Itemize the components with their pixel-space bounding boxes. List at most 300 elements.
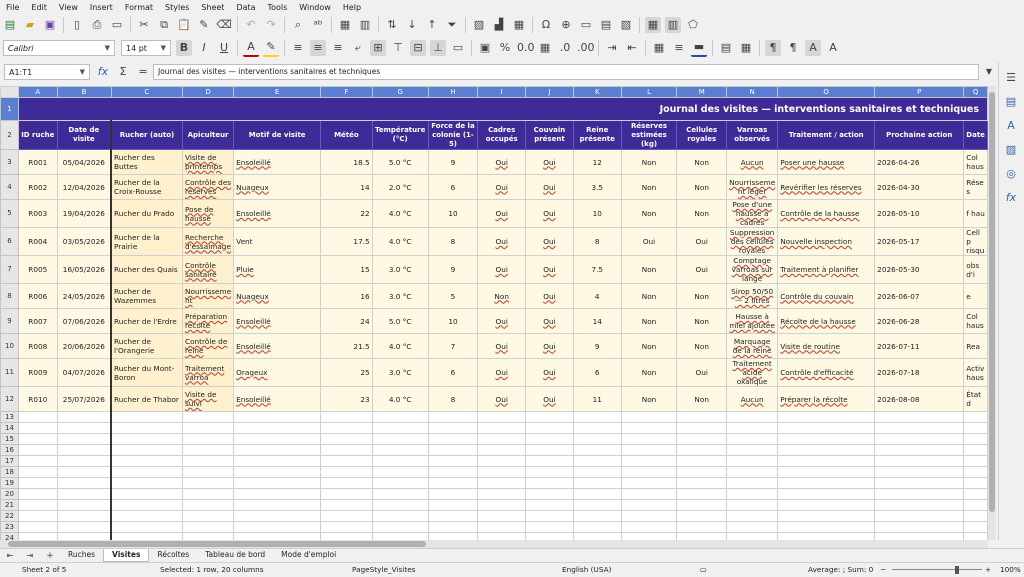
empty-cell[interactable] <box>677 434 727 445</box>
empty-cell[interactable] <box>875 434 964 445</box>
align-bottom-icon[interactable]: ⊥ <box>430 40 446 56</box>
empty-cell[interactable] <box>478 467 526 478</box>
empty-cell[interactable] <box>478 511 526 522</box>
empty-cell[interactable] <box>573 511 621 522</box>
menu-icon[interactable]: ☰ <box>1006 71 1016 84</box>
date-format-icon[interactable]: ▦ <box>539 41 551 54</box>
empty-cell[interactable] <box>234 478 321 489</box>
sheet-tab-4[interactable]: Tableau de bord <box>205 550 266 559</box>
empty-cell[interactable] <box>727 434 778 445</box>
empty-cell[interactable] <box>321 478 373 489</box>
empty-cell[interactable] <box>526 489 574 500</box>
empty-cell[interactable] <box>111 434 182 445</box>
table-cell[interactable] <box>183 200 234 228</box>
table-cell[interactable]: 14 <box>321 175 373 200</box>
empty-cell[interactable] <box>234 511 321 522</box>
column-label-cell[interactable]: Météo <box>321 121 373 150</box>
empty-cell[interactable] <box>183 489 234 500</box>
column-header-n[interactable]: N <box>727 87 778 98</box>
empty-cell[interactable] <box>183 423 234 434</box>
empty-cell[interactable] <box>372 533 428 541</box>
empty-cell[interactable] <box>428 412 478 423</box>
column-header-d[interactable]: D <box>183 87 234 98</box>
empty-cell[interactable] <box>778 500 875 511</box>
empty-cell[interactable] <box>964 478 988 489</box>
print-preview-icon[interactable]: ▭ <box>111 18 123 31</box>
table-cell[interactable]: Oui <box>621 228 677 256</box>
show-draw-functions-icon[interactable]: ⬠ <box>688 18 698 31</box>
table-cell[interactable]: Col haus <box>964 150 988 175</box>
table-cell[interactable]: Rucher du Prado <box>111 200 182 228</box>
empty-cell[interactable] <box>778 423 875 434</box>
table-cell[interactable] <box>778 387 875 412</box>
sheet-tab-2[interactable]: Visites <box>103 549 149 562</box>
empty-cell[interactable] <box>111 533 182 541</box>
empty-cell[interactable] <box>778 511 875 522</box>
menu-item-file[interactable]: File <box>6 2 20 12</box>
formula-icon[interactable]: = <box>138 65 148 78</box>
table-cell[interactable] <box>727 175 778 200</box>
empty-cell[interactable] <box>183 478 234 489</box>
table-cell[interactable] <box>234 284 321 309</box>
row-header[interactable]: 14 <box>1 423 19 434</box>
empty-cell[interactable] <box>111 423 182 434</box>
empty-cell[interactable] <box>183 533 234 541</box>
empty-cell[interactable] <box>677 533 727 541</box>
table-cell[interactable] <box>478 309 526 334</box>
table-cell[interactable]: R005 <box>18 256 57 284</box>
table-cell[interactable]: Rucher de la Croix-Rousse <box>111 175 182 200</box>
row-header[interactable]: 11 <box>1 359 19 387</box>
table-cell[interactable]: Non <box>677 150 727 175</box>
table-cell[interactable]: 9 <box>428 150 478 175</box>
empty-cell[interactable] <box>183 467 234 478</box>
empty-cell[interactable] <box>573 478 621 489</box>
empty-cell[interactable] <box>573 489 621 500</box>
empty-cell[interactable] <box>111 412 182 423</box>
table-cell[interactable]: 4.0 °C <box>372 228 428 256</box>
table-cell[interactable]: 6 <box>573 359 621 387</box>
empty-cell[interactable] <box>778 489 875 500</box>
empty-cell[interactable] <box>526 522 574 533</box>
empty-cell[interactable] <box>18 478 57 489</box>
table-cell[interactable]: 3.0 °C <box>372 284 428 309</box>
table-cell[interactable]: 17.5 <box>321 228 373 256</box>
table-cell[interactable]: 9 <box>573 334 621 359</box>
empty-cell[interactable] <box>57 511 111 522</box>
table-cell[interactable]: Non <box>677 284 727 309</box>
cut-icon[interactable]: ✂ <box>139 18 149 31</box>
sort-icon[interactable]: ⇅ <box>387 18 397 31</box>
empty-cell[interactable] <box>573 533 621 541</box>
find-replace-icon[interactable]: ⌕ <box>294 18 302 31</box>
column-header-g[interactable]: G <box>372 87 428 98</box>
menu-item-edit[interactable]: Edit <box>31 2 47 12</box>
empty-cell[interactable] <box>964 434 988 445</box>
table-cell[interactable]: Non <box>621 150 677 175</box>
empty-cell[interactable] <box>875 522 964 533</box>
formula-input[interactable]: Journal des visites — interventions sanitaires et techniques <box>153 64 979 80</box>
table-cell[interactable]: 18.5 <box>321 150 373 175</box>
language[interactable]: English (USA) <box>562 565 612 574</box>
horizontal-scrollbar-thumb[interactable] <box>8 541 426 547</box>
column-header-m[interactable]: M <box>677 87 727 98</box>
column-label-cell[interactable]: Prochaine action <box>875 121 964 150</box>
table-cell[interactable] <box>478 284 526 309</box>
empty-cell[interactable] <box>428 467 478 478</box>
empty-cell[interactable] <box>727 467 778 478</box>
gallery-icon[interactable]: ▨ <box>1005 143 1017 156</box>
table-cell[interactable]: 2.0 °C <box>372 175 428 200</box>
table-cell[interactable] <box>526 256 574 284</box>
table-cell[interactable] <box>183 284 234 309</box>
font-name-combo[interactable] <box>3 40 115 56</box>
table-cell[interactable] <box>778 200 875 228</box>
align-center-icon[interactable]: ≡ <box>310 40 326 56</box>
menu-item-sheet[interactable]: Sheet <box>201 2 225 12</box>
table-cell[interactable]: Oui <box>677 359 727 387</box>
empty-cell[interactable] <box>778 445 875 456</box>
sheet-tab-3[interactable]: Récoltes <box>157 550 190 559</box>
empty-cell[interactable] <box>964 511 988 522</box>
zoom-out-icon[interactable]: − <box>880 565 887 574</box>
menu-item-styles[interactable]: Styles <box>165 2 190 12</box>
table-cell[interactable] <box>478 334 526 359</box>
empty-cell[interactable] <box>727 456 778 467</box>
sum-icon[interactable]: Σ <box>119 65 127 78</box>
table-cell[interactable] <box>478 387 526 412</box>
empty-cell[interactable] <box>234 500 321 511</box>
empty-cell[interactable] <box>778 434 875 445</box>
empty-cell[interactable] <box>57 456 111 467</box>
table-cell[interactable]: Rea <box>964 334 988 359</box>
table-cell[interactable]: 05/04/2026 <box>57 150 111 175</box>
table-cell[interactable] <box>183 359 234 387</box>
open-folder-icon[interactable]: ▰ <box>25 18 35 31</box>
table-cell[interactable] <box>526 284 574 309</box>
empty-cell[interactable] <box>372 445 428 456</box>
border-color-icon[interactable]: ▬ <box>691 39 707 57</box>
empty-cell[interactable] <box>573 445 621 456</box>
row-header[interactable]: 9 <box>1 309 19 334</box>
table-cell[interactable] <box>234 334 321 359</box>
table-cell[interactable]: 2026-06-28 <box>875 309 964 334</box>
empty-cell[interactable] <box>57 412 111 423</box>
column-header-p[interactable]: P <box>875 87 964 98</box>
empty-cell[interactable] <box>234 489 321 500</box>
empty-cell[interactable] <box>321 533 373 541</box>
empty-cell[interactable] <box>875 423 964 434</box>
empty-cell[interactable] <box>183 412 234 423</box>
table-cell[interactable]: Non <box>621 334 677 359</box>
empty-cell[interactable] <box>321 489 373 500</box>
empty-cell[interactable] <box>478 522 526 533</box>
empty-cell[interactable] <box>234 522 321 533</box>
empty-cell[interactable] <box>234 423 321 434</box>
empty-cell[interactable] <box>621 533 677 541</box>
column-header-o[interactable]: O <box>778 87 875 98</box>
align-left-icon[interactable]: ≡ <box>293 41 303 54</box>
table-cell[interactable]: 6 <box>428 359 478 387</box>
column-header-h[interactable]: H <box>428 87 478 98</box>
empty-cell[interactable] <box>727 412 778 423</box>
increase-indent-icon[interactable]: ⇥ <box>607 41 617 54</box>
table-cell[interactable]: Non <box>621 256 677 284</box>
empty-cell[interactable] <box>727 489 778 500</box>
sort-ascending-icon[interactable]: ↓ <box>407 18 417 31</box>
zoom-in-icon[interactable]: + <box>985 565 992 574</box>
pivot-table-icon[interactable]: ▦ <box>513 18 525 31</box>
empty-cell[interactable] <box>478 434 526 445</box>
table-cell[interactable]: Oui <box>677 256 727 284</box>
table-cell[interactable] <box>234 309 321 334</box>
empty-cell[interactable] <box>478 489 526 500</box>
empty-cell[interactable] <box>964 412 988 423</box>
empty-cell[interactable] <box>677 489 727 500</box>
table-cell[interactable] <box>478 200 526 228</box>
align-top-icon[interactable]: ⊤ <box>393 41 403 54</box>
table-cell[interactable] <box>478 175 526 200</box>
empty-cell[interactable] <box>727 522 778 533</box>
table-cell[interactable] <box>526 309 574 334</box>
table-cell[interactable]: 2026-04-30 <box>875 175 964 200</box>
empty-cell[interactable] <box>321 445 373 456</box>
empty-cell[interactable] <box>964 445 988 456</box>
empty-cell[interactable] <box>875 533 964 541</box>
empty-cell[interactable] <box>111 445 182 456</box>
menu-item-tools[interactable]: Tools <box>267 2 288 12</box>
table-cell[interactable]: 8 <box>428 228 478 256</box>
highlight-color-icon[interactable]: ✎ <box>263 39 279 57</box>
empty-cell[interactable] <box>778 412 875 423</box>
table-cell[interactable]: Non <box>677 200 727 228</box>
empty-cell[interactable] <box>57 434 111 445</box>
empty-cell[interactable] <box>321 511 373 522</box>
empty-cell[interactable] <box>573 423 621 434</box>
empty-cell[interactable] <box>321 412 373 423</box>
empty-cell[interactable] <box>778 478 875 489</box>
empty-cell[interactable] <box>18 533 57 541</box>
table-cell[interactable] <box>778 228 875 256</box>
row-header[interactable]: 10 <box>1 334 19 359</box>
column-label-cell[interactable]: Température (°C) <box>372 121 428 150</box>
table-cell[interactable]: Rucher de Thabor <box>111 387 182 412</box>
row-header[interactable]: 18 <box>1 467 19 478</box>
table-cell[interactable]: 9 <box>428 256 478 284</box>
table-cell[interactable]: 12/04/2026 <box>57 175 111 200</box>
table-cell[interactable] <box>778 309 875 334</box>
table-cell[interactable]: 10 <box>428 200 478 228</box>
table-cell[interactable]: Non <box>677 334 727 359</box>
empty-cell[interactable] <box>428 423 478 434</box>
empty-cell[interactable] <box>526 533 574 541</box>
row-icon[interactable]: ▦ <box>339 18 351 31</box>
empty-cell[interactable] <box>727 478 778 489</box>
table-cell[interactable]: Non <box>677 309 727 334</box>
column-label-cell[interactable]: Cadres occupés <box>478 121 526 150</box>
table-cell[interactable]: 21.5 <box>321 334 373 359</box>
column-label-cell[interactable]: Cellules royales <box>677 121 727 150</box>
export-pdf-icon[interactable]: ▯ <box>73 18 81 31</box>
row-header[interactable]: 8 <box>1 284 19 309</box>
empty-cell[interactable] <box>621 522 677 533</box>
empty-cell[interactable] <box>677 511 727 522</box>
table-cell[interactable]: 2026-08-08 <box>875 387 964 412</box>
table-cell[interactable]: Col haus <box>964 309 988 334</box>
column-header-a[interactable]: A <box>18 87 57 98</box>
zoom-slider[interactable] <box>892 569 982 570</box>
italic-icon[interactable]: I <box>202 41 206 54</box>
empty-cell[interactable] <box>964 423 988 434</box>
empty-cell[interactable] <box>18 522 57 533</box>
empty-cell[interactable] <box>478 533 526 541</box>
empty-cell[interactable] <box>621 500 677 511</box>
table-cell[interactable]: 2026-04-26 <box>875 150 964 175</box>
table-cell[interactable]: Rucher des Buttes <box>111 150 182 175</box>
name-box[interactable] <box>4 64 90 80</box>
table-cell[interactable]: 3.5 <box>573 175 621 200</box>
table-cell[interactable] <box>234 387 321 412</box>
empty-cell[interactable] <box>18 434 57 445</box>
table-cell[interactable]: R002 <box>18 175 57 200</box>
empty-cell[interactable] <box>57 489 111 500</box>
table-cell[interactable]: 14 <box>573 309 621 334</box>
column-label-cell[interactable]: Force de la colonie (1-5) <box>428 121 478 150</box>
empty-cell[interactable] <box>526 511 574 522</box>
table-cell[interactable]: 2026-06-07 <box>875 284 964 309</box>
column-header-i[interactable]: I <box>478 87 526 98</box>
table-cell[interactable]: 04/07/2026 <box>57 359 111 387</box>
freeze-rows-columns-icon[interactable]: ▦ <box>645 17 661 33</box>
percent-format-icon[interactable]: % <box>499 41 511 54</box>
column-header-l[interactable]: L <box>621 87 677 98</box>
menu-item-help[interactable]: Help <box>342 2 362 12</box>
empty-cell[interactable] <box>677 478 727 489</box>
remove-decimal-icon[interactable]: .00 <box>577 41 595 54</box>
empty-cell[interactable] <box>677 412 727 423</box>
table-cell[interactable]: 2026-05-10 <box>875 200 964 228</box>
table-cell[interactable] <box>478 359 526 387</box>
table-cell[interactable] <box>478 150 526 175</box>
empty-cell[interactable] <box>18 511 57 522</box>
empty-cell[interactable] <box>57 467 111 478</box>
menu-item-view[interactable]: View <box>58 2 78 12</box>
empty-cell[interactable] <box>18 445 57 456</box>
table-cell[interactable]: 4 <box>573 284 621 309</box>
spreadsheet-grid[interactable] <box>0 86 988 540</box>
border-line-style-icon[interactable]: ≡ <box>674 41 684 54</box>
empty-cell[interactable] <box>57 533 111 541</box>
row-header[interactable]: 16 <box>1 445 19 456</box>
table-cell[interactable]: R009 <box>18 359 57 387</box>
table-cell[interactable]: 07/06/2026 <box>57 309 111 334</box>
currency-format-icon[interactable]: ▣ <box>479 41 491 54</box>
table-cell[interactable]: Cell p risqu <box>964 228 988 256</box>
empty-cell[interactable] <box>526 478 574 489</box>
table-cell[interactable]: 7 <box>428 334 478 359</box>
empty-cell[interactable] <box>321 423 373 434</box>
empty-cell[interactable] <box>428 434 478 445</box>
empty-cell[interactable] <box>621 434 677 445</box>
clear-format-icon[interactable]: ⌫ <box>216 18 232 31</box>
empty-cell[interactable] <box>677 500 727 511</box>
table-cell[interactable]: R006 <box>18 284 57 309</box>
row-header[interactable]: 19 <box>1 478 19 489</box>
table-cell[interactable]: Rucher du Mont-Boron <box>111 359 182 387</box>
empty-cell[interactable] <box>183 456 234 467</box>
table-cell[interactable]: Activ haus <box>964 359 988 387</box>
table-cell[interactable]: f hau <box>964 200 988 228</box>
redo-icon[interactable]: ↷ <box>266 18 276 31</box>
empty-cell[interactable] <box>478 456 526 467</box>
empty-cell[interactable] <box>57 445 111 456</box>
table-cell[interactable]: Rucher de Wazemmes <box>111 284 182 309</box>
empty-cell[interactable] <box>111 511 182 522</box>
empty-cell[interactable] <box>573 467 621 478</box>
table-cell[interactable]: 8 <box>573 228 621 256</box>
empty-cell[interactable] <box>677 456 727 467</box>
zoom-level[interactable]: 100% <box>1000 565 1021 574</box>
table-cell[interactable]: Non <box>621 309 677 334</box>
empty-cell[interactable] <box>18 467 57 478</box>
row-header[interactable]: 3 <box>1 150 19 175</box>
column-label-cell[interactable]: Apiculteur <box>183 121 234 150</box>
empty-cell[interactable] <box>372 489 428 500</box>
empty-cell[interactable] <box>478 478 526 489</box>
empty-cell[interactable] <box>875 489 964 500</box>
empty-cell[interactable] <box>234 445 321 456</box>
empty-cell[interactable] <box>526 456 574 467</box>
expand-formula-icon[interactable]: ▼ <box>985 67 993 76</box>
empty-cell[interactable] <box>321 434 373 445</box>
table-cell[interactable]: 2026-07-18 <box>875 359 964 387</box>
row-header[interactable]: 2 <box>1 121 19 150</box>
empty-cell[interactable] <box>621 456 677 467</box>
text-direction-icon[interactable]: A <box>805 40 821 56</box>
menu-item-format[interactable]: Format <box>124 2 154 12</box>
empty-cell[interactable] <box>183 500 234 511</box>
spelling-icon[interactable]: ᵃᵇ <box>313 18 323 31</box>
empty-cell[interactable] <box>111 456 182 467</box>
table-cell[interactable]: 5.0 °C <box>372 309 428 334</box>
table-cell[interactable]: 2026-07-11 <box>875 334 964 359</box>
last-sheet-icon[interactable]: ⇥ <box>26 550 34 560</box>
table-cell[interactable]: R003 <box>18 200 57 228</box>
table-cell[interactable]: 24 <box>321 309 373 334</box>
table-cell[interactable] <box>727 334 778 359</box>
table-cell[interactable]: Non <box>621 387 677 412</box>
chart-icon[interactable]: ▟ <box>494 18 504 31</box>
function-wizard-icon[interactable]: fx <box>97 65 109 78</box>
table-cell[interactable] <box>183 309 234 334</box>
define-print-area-icon[interactable]: ▧ <box>620 18 632 31</box>
empty-cell[interactable] <box>372 478 428 489</box>
table-cell[interactable] <box>183 256 234 284</box>
row-header[interactable]: 13 <box>1 412 19 423</box>
empty-cell[interactable] <box>778 467 875 478</box>
empty-cell[interactable] <box>727 500 778 511</box>
table-cell[interactable] <box>778 256 875 284</box>
empty-cell[interactable] <box>526 467 574 478</box>
navigator-icon[interactable]: ◎ <box>1006 167 1016 180</box>
table-cell[interactable]: Rucher de la Prairie <box>111 228 182 256</box>
table-cell[interactable]: Non <box>621 175 677 200</box>
empty-cell[interactable] <box>573 412 621 423</box>
table-cell[interactable] <box>778 284 875 309</box>
underline-icon[interactable]: U <box>219 41 229 54</box>
table-cell[interactable] <box>778 359 875 387</box>
empty-cell[interactable] <box>778 522 875 533</box>
